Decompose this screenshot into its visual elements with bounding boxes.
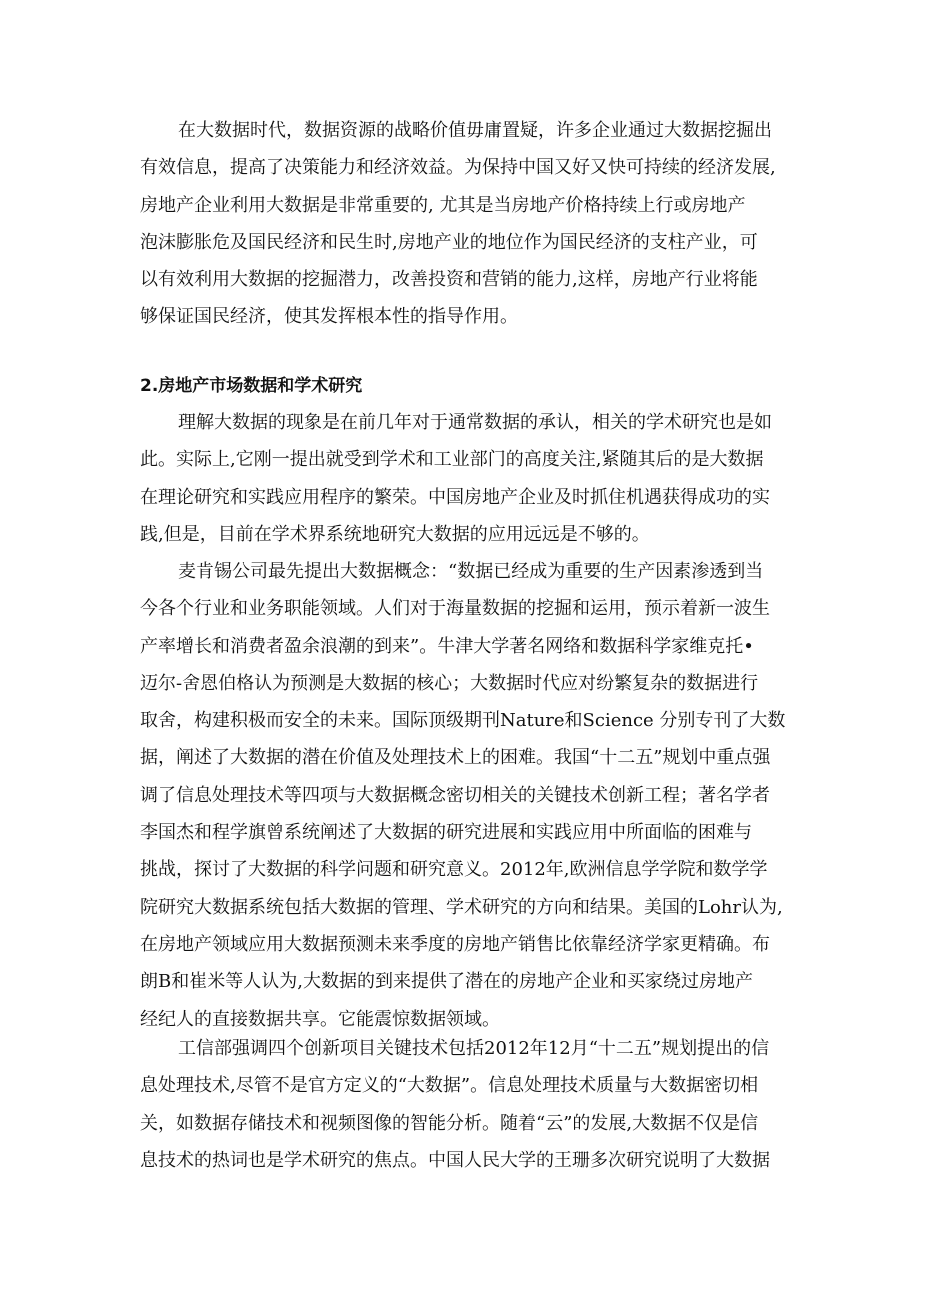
text-line: 践,但是，目前在学术界系统地研究大数据的应用远远是不够的。 [140,523,650,545]
text-line: 此。实际上,它刚一提出就受到学术和工业部门的高度关注,紧随其后的是大数据 [140,449,764,471]
paragraph-intro [140,112,800,336]
text-line: 够保证国民经济，使其发挥根本性的指导作用。 [140,306,518,328]
text-line: 据，阐述了大数据的潜在价值及处理技术上的困难。我国“十二五”规划中重点强 [140,747,771,769]
paragraph-mckinsey [140,553,800,1038]
text-line: 理解大数据的现象是在前几年对于通常数据的承认，相关的学术研究也是如 [178,412,772,433]
text-line: 取舍，构建积极而安全的未来。国际顶级期刊Nature和Science 分别专刊了大数 [140,710,786,732]
paragraph-big-data-phenomenon [140,404,800,553]
text-line: 以有效利用大数据的挖掘潜力，改善投资和营销的能力,这样，房地产行业将能 [140,269,758,291]
text-line: 李国杰和程学旗曾系统阐述了大数据的研究进展和实践应用中所面临的困难与 [140,822,752,844]
text-line: 关，如数据存储技术和视频图像的智能分析。随着“云”的发展,大数据不仅是信 [140,1112,759,1134]
text-line: 今各个行业和业务职能领域。人们对于海量数据的挖掘和运用，预示着新一波生 [140,598,770,620]
text-line: 麦肯锡公司最先提出大数据概念：“数据已经成为重要的生产因素渗透到当 [178,561,764,582]
text-line: 泡沫膨胀危及国民经济和民生时,房地产业的地位作为国民经济的支柱产业，可 [140,231,758,253]
text-line: 院研究大数据系统包括大数据的管理、学术研究的方向和结果。美国的Lohr认为, [140,896,783,918]
text-line: 在理论研究和实践应用程序的繁荣。中国房地产企业及时抓住机遇获得成功的实 [140,486,770,508]
text-line: 工信部强调四个创新项目关键技术包括2012年12月“十二五”规划提出的信 [178,1038,770,1059]
paragraph-miit [140,1030,800,1179]
text-line: 在房地产领域应用大数据预测未来季度的房地产销售比依靠经济学家更精确。布 [140,933,770,955]
text-line: 经纪人的直接数据共享。它能震惊数据领域。 [140,1008,500,1030]
text-line: 息处理技术,尽管不是官方定义的“大数据”。信息处理技术质量与大数据密切相 [140,1075,759,1097]
text-line: 朗B和崔米等人认为,大数据的到来提供了潜在的房地产企业和买家绕过房地产 [140,971,753,993]
text-line: 产率增长和消费者盈余浪潮的到来”。牛津大学著名网络和数据科学家维克托• [140,635,754,657]
text-line: 迈尔-舍恩伯格认为预测是大数据的核心；大数据时代应对纷繁复杂的数据进行 [140,672,759,694]
text-line: 息技术的热词也是学术研究的焦点。中国人民大学的王珊多次研究说明了大数据 [140,1149,770,1171]
text-line: 房地产企业利用大数据是非常重要的, 尤其是当房地产价格持续上行或房地产 [140,194,746,216]
text-line: 有效信息，提高了决策能力和经济效益。为保持中国又好又快可持续的经济发展, [140,157,776,179]
text-line: 调了信息处理技术等四项与大数据概念密切相关的关键技术创新工程；著名学者 [140,784,770,806]
section-heading: 2.房地产市场数据和学术研究 [140,376,363,396]
text-line: 在大数据时代，数据资源的战略价值毋庸置疑，许多企业通过大数据挖掘出 [178,120,772,141]
text-line: 挑战，探讨了大数据的科学问题和研究意义。2012年,欧洲信息学学院和数学学 [140,859,768,881]
